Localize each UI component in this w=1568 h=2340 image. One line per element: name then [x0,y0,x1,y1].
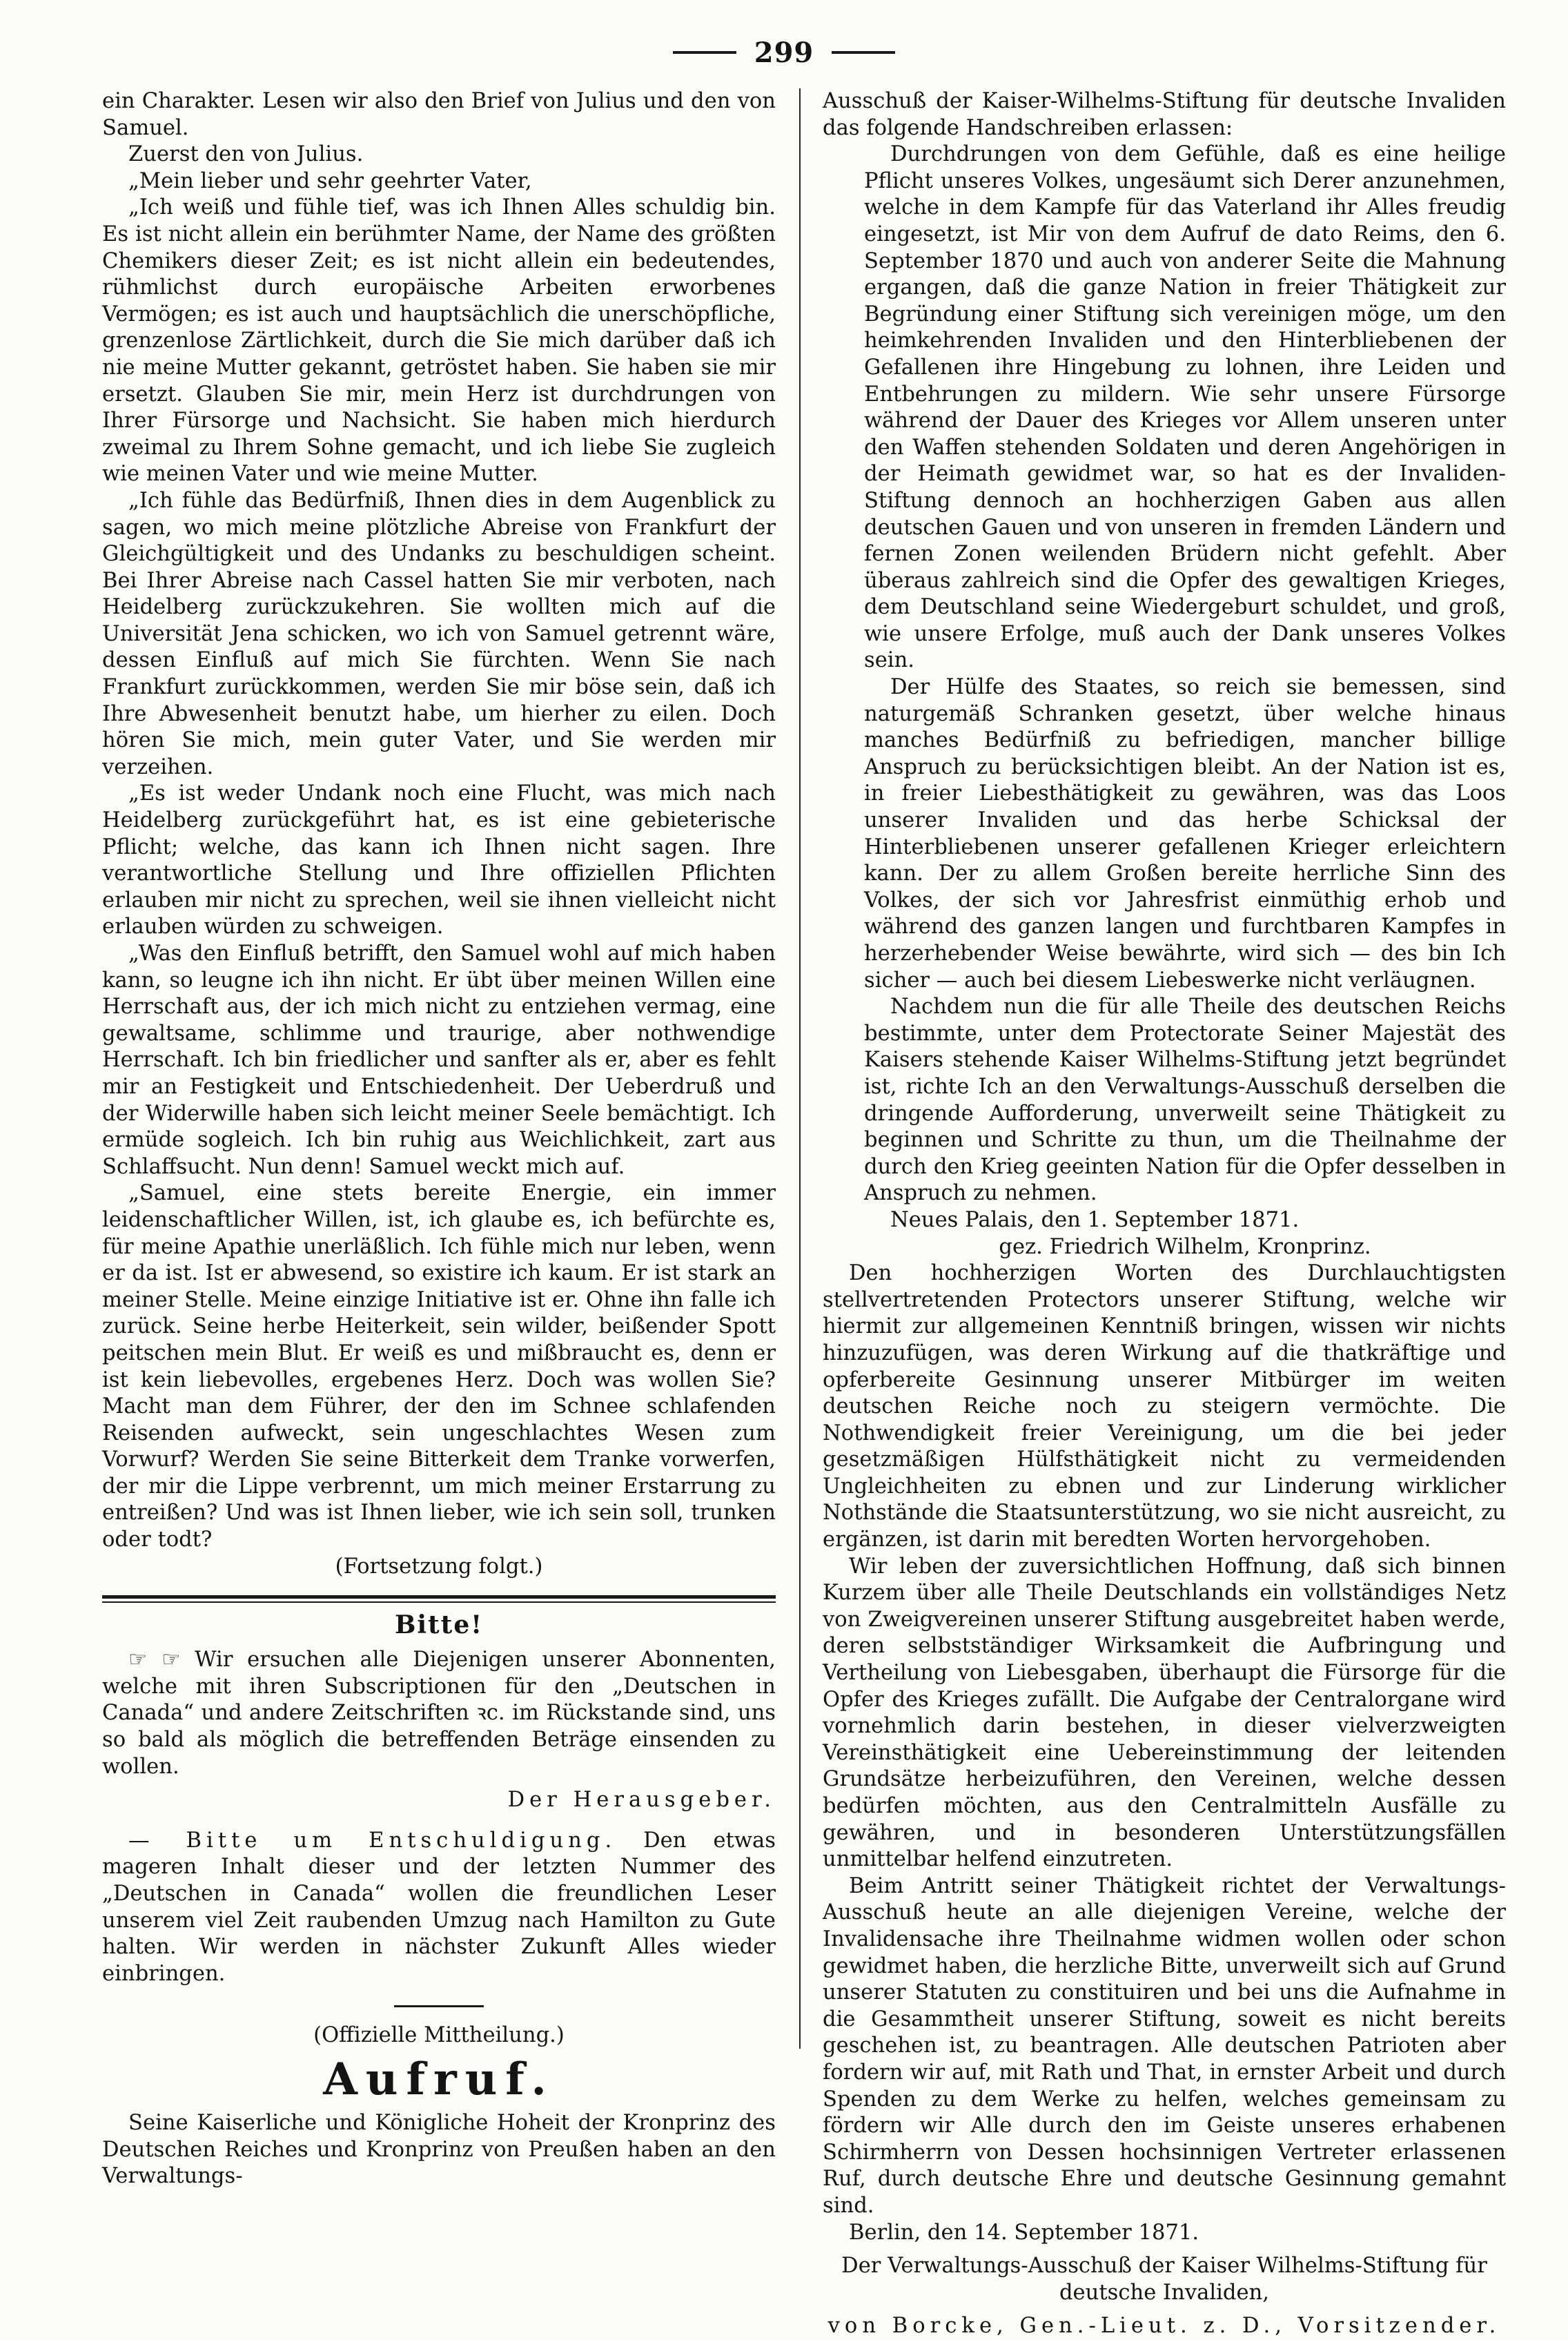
section-rule [102,1595,776,1603]
closing-place-date: Berlin, den 14. September 1871. [849,2220,1199,2245]
spacer [102,1780,776,1787]
body-paragraph: Den hochherzigen Worten des Durchlauchtigsten stellvertretenden Protectors unserer Stiftung, welche wir hiermit zur allgemeinen Kenntniß bringen, wissen wir nichts hinzuzufügen, was deren Wirkung auf die thatkräftige und opferbereite Gesinnung unserer Mitbürger im weiten deutschen Reiche noch zu steigern vermöchte. Die Nothwendigkeit freier Vereinigung, um die bei jeder gesetzmäßigen Hülfsthätigkeit nicht zu vermeidenden Ungleichheiten zu ebnen und zur Linderung wirklicher Nothstände die Staatsunterstützung, wo sie nicht ausreicht, zu ergänzen, ist darin mit beredten Worten hervorgehoben. [823,1261,1506,1552]
aufruf-intro: Seine Kaiserliche und Königliche Hoheit der Kronprinz des Deutschen Reiches und Kronprinz von Preußen haben an den Verwaltungs- [102,2110,776,2189]
continuation-note: (Fortsetzung folgt.) [335,1554,543,1579]
right-column [823,88,1506,2339]
closing-committee: Der Verwaltungs-Ausschuß der Kaiser Wilhelms-Stiftung für deutsche Invaliden, [841,2254,1487,2305]
official-label: (Offizielle Mittheilung.) [313,2023,565,2048]
story-paragraph: „Samuel, eine stets bereite Energie, ein immer leidenschaftlicher Willen, ist, ich glaube es, ich befürchte es, für meine Apathie unerläßlich. Ich fühle mich nur leben, wenn er da ist. Ist er abwesend, so existire ich kaum. Er ist stark an meiner Stelle. Meine einzige Initiative ist er. Ohne ihn falle ich zurück. Seine herbe Heiterkeit, sein wilder, beißender Spott peitschen mein Blut. Er weiß es und mißbraucht es, denn er ist kein liebevolles, ergebenes Herz. Doch was wollen Sie? Macht man dem Führer, der den im Schnee schlafenden Reisenden aufweckt, sein ungeschlachtes Wesen zum Vorwurf? Werden Sie seine Bitterkeit dem Tranke vorwerfen, der mir die Lippe verbrennt, um mich meiner Erstarrung zu entreißen? Und was ist Ihnen lieber, wie ich sein soll, trunken oder todt? [102,1181,776,1552]
letter-salutation: „Mein lieber und sehr geehrter Vater, [128,168,532,193]
spacer [823,2246,1506,2253]
aufruf-title: Aufruf. [323,2053,555,2105]
letter-signature: gez. Friedrich Wilhelm, Kronprinz. [999,1234,1371,1259]
entschuldigung-text: Den etwas mageren Inhalt dieser und der letzten Nummer des „Deutschen in Canada“ wollen die freundlichen Leser unserem viel Zeit raubenden Umzug nach Hamilton zu Gute halten. Wir werden in nächster Zukunft Alles wieder einbringen. [102,1828,776,1986]
closing-chair: von Borcke, Gen.-Lieut. z. D., Vorsitzender. [827,2314,1501,2339]
header-rule-left [673,51,736,54]
entschuldigung-heading: — Bitte um Entschuldigung. [128,1828,617,1853]
header-rule-right [832,51,895,54]
entschuldigung-paragraph [102,1828,776,1988]
spacer [102,1814,776,1828]
letter-paragraph: Durchdrungen von dem Gefühle, daß es eine heilige Pflicht unseres Volkes, ungesäumt sich Derer anzunehmen, welche in dem Kampfe für das Vaterland ihr Alles freudig eingesetzt, ist Mir von dem Aufruf de dato Reims, den 6. September 1870 und auch von anderer Seite die Mahnung ergangen, daß die ganze Nation in freier Thätigkeit zur Begründung einer Stiftung sich vereinigen möge, um den heimkehrenden Invaliden und den Hinterbliebenen der Gefallenen ihre Hingebung zu lohnen, ihre Leiden und Entbehrungen zu mildern. Wie sehr unsere Fürsorge während der Dauer des Krieges vor Allem unseren unter den Waffen stehenden Soldaten und deren Angehörigen in der Heimath gewidmet war, so hat es der Invaliden-Stiftung dennoch an hochherzigen Gaben aus allen deutschen Gauen und von unseren in fremden Ländern und fernen Zonen weilenden Brüdern nicht gefehlt. Aber überaus zahlreich sind die Opfer des gewaltigen Krieges, dem Deutschland seine Wiedergeburt schuldet, und groß, wie unsere Erfolge, muß auch der Dank unseres Volkes sein. [864,142,1506,673]
page-number: 299 [754,36,814,69]
body-paragraph: Beim Antritt seiner Thätigkeit richtet der Verwaltungs-Ausschuß heute an alle diejenigen Vereine, welche der Invalidensache ihre Theilnahme widmen wollen oder schon gewidmet haben, die herzliche Bitte, unverweilt sich auf Grund unserer Statuten zu constituiren und bei uns die Aufnahme in die Gesammtheit unserer Stiftung, soweit es nicht bereits geschehen ist, zu beantragen. Alle deutschen Patrioten aber fordern wir auf, mit Rath und That, in ernster Arbeit und durch Spenden zu dem Werke zu helfen, welches gemeinsam zu fördern wir Alle durch den im Geiste unseres erhabenen Schirmherrn von Dessen hochsinnigen Vertreter erlassenen Ruf, durch deutsche Ehre und deutsche Gesinnung gemahnt sind. [823,1873,1506,2218]
letter-place-date: Neues Palais, den 1. September 1871. [890,1207,1300,1232]
bitte-title: Bitte! [394,1610,484,1640]
story-paragraph: „Ich weiß und fühle tief, was ich Ihnen Alles schuldig bin. Es ist nicht allein ein berühmter Name, der Name des größten Chemikers dieser Zeit; es ist nicht allein ein bedeutendes, rühmlichst durch europäische Arbeiten erworbenes Vermögen; es ist auch und hauptsächlich die unerschöpfliche, grenzenlose Zärtlichkeit, durch die Sie mich darüber daß ich nie meine Mutter gekannt, getröstet haben. Sie haben sie mir ersetzt. Glauben Sie mir, mein Herz ist durchdrungen von Ihrer Fürsorge und Nachsicht. Sie haben mich hierdurch zweimal zu Ihrem Sohne gemacht, und ich liebe Sie zugleich wie meinen Vater und wie meine Mutter. [102,195,776,487]
spacer [823,2306,1506,2313]
page-header [0,32,1568,73]
letter-paragraph: Nachdem nun die für alle Theile des deutschen Reichs bestimmte, unter dem Protectorate Seiner Majestät des Kaisers stehende Kaiser Wilhelms-Stiftung jetzt begründet ist, richte Ich an den Verwaltungs-Ausschuß derselben die dringende Aufforderung, unverweilt seine Thätigkeit zu beginnen und Schritte zu thun, um die Theilnahme der durch den Krieg geeinten Nation für die Opfer desselben in Anspruch zu nehmen. [864,995,1506,1206]
story-paragraph: Zuerst den von Julius. [128,142,364,167]
letter-paragraph: Der Hülfe des Staates, so reich sie bemessen, sind naturgemäß Schranken gesetzt, über welche hinaus manches Bedürfniß zu befriedigen, mancher billige Anspruch zu berücksichtigen bleibt. An der Nation ist es, in freier Liebesthätigkeit zu gewähren, was das Loos unserer Invaliden und das herbe Schicksal der Hinterbliebenen unserer gefallenen Krieger erleichtern kann. Der zu allem Großen bereite herrliche Sinn des Volkes, der sich vor Jahresfrist einmüthig erhob und während des ganzen langen und furchtbaren Kampfes in herzerhebender Weise bewährte, wird sich — des bin Ich sicher — auch bei diesem Liebeswerke nicht verläugnen. [864,675,1506,993]
column-divider [799,88,801,2049]
story-paragraph: „Es ist weder Undank noch eine Flucht, was mich nach Heidelberg zurückgeführt hat, es ist eine gebieterische Pflicht; welche, das kann ich Ihnen nicht sagen. Ihre verantwortliche Stellung und Ihre offiziellen Pflichten erlauben mir nicht zu sprechen, weil sie ihnen vielleicht nicht erlauben würden zu schweigen. [102,781,776,939]
bitte-signature: Der Herausgeber. [507,1788,776,1813]
aufruf-intro-cont: Ausschuß der Kaiser-Wilhelms-Stiftung für deutsche Invaliden das folgende Handschreiben erlassen: [823,89,1506,140]
story-paragraph: „Was den Einfluß betrifft, den Samuel wohl auf mich haben kann, so leugne ich ihn nicht. Er übt über meinen Willen eine Herrschaft aus, der ich mich nicht zu entziehen vermag, eine gewaltsame, schlimme und traurige, aber nothwendige Herrschaft. Ich bin friedlicher und sanfter als er, aber es fehlt mir an Festigkeit und Entschiedenheit. Der Ueberdruß und der Widerwille haben sich leicht meiner Seele bemächtigt. Ich ermüde sogleich. Ich bin ruhig aus Weichlichkeit, zart aus Schlaffsucht. Nun denn! Samuel weckt mich auf. [102,942,776,1179]
body-paragraph: Wir leben der zuversichtlichen Hoffnung, daß sich binnen Kurzem über alle Theile Deutschlands ein vollständiges Netz von Zweigvereinen unserer Stiftung ausgebreitet haben werde, deren selbstständiger Wirksamkeit die Aufbringung und Vertheilung von Liebesgaben, überhaupt die Fürsorge für die Opfer des Krieges zufällt. Die Aufgabe der Centralorgane wird vornehmlich darin bestehen, in dieser vielverzweigten Vereinsthätigkeit eine Uebereinstimmung der leitenden Grundsätze herbeizuführen, den Vereinen, welche dessen bedürfen möchten, aus den Centralmitteln Ausfälle zu gewähren, und in besonderen Unterstützungsfällen unmittelbar helfend einzutreten. [823,1554,1506,1872]
kronprinz-letter [864,142,1506,1260]
left-column [102,88,776,2189]
bitte-text: ☞ ☞ Wir ersuchen alle Diejenigen unserer Abonnenten, welche mit ihren Subscriptionen für den „Deutschen in Canada“ und andere Zeitschriften ꝛc. im Rückstande sind, uns so bald als möglich die betreffenden Beträge einsenden zu wollen. [102,1648,776,1779]
story-paragraph: ein Charakter. Lesen wir also den Brief von Julius und den von Samuel. [102,89,776,140]
story-paragraph: „Ich fühle das Bedürfniß, Ihnen dies in dem Augenblick zu sagen, wo mich meine plötzliche Abreise von Frankfurt der Gleichgültigkeit und des Undanks zu beschuldigen scheint. Bei Ihrer Abreise nach Cassel hatten Sie mir verboten, nach Heidelberg zurückzukehren. Sie wollten mich auf die Universität Jena schicken, wo ich von Samuel getrennt wäre, dessen Einfluß auf mich Sie fürchten. Wenn Sie nach Frankfurt zurückkommen, werden Sie mir böse sein, daß ich Ihre Abwesenheit benutzt habe, um hierher zu eilen. Doch hören Sie mich, mein guter Vater, und Sie werden mir verzeihen. [102,488,776,779]
short-rule [394,2005,484,2007]
